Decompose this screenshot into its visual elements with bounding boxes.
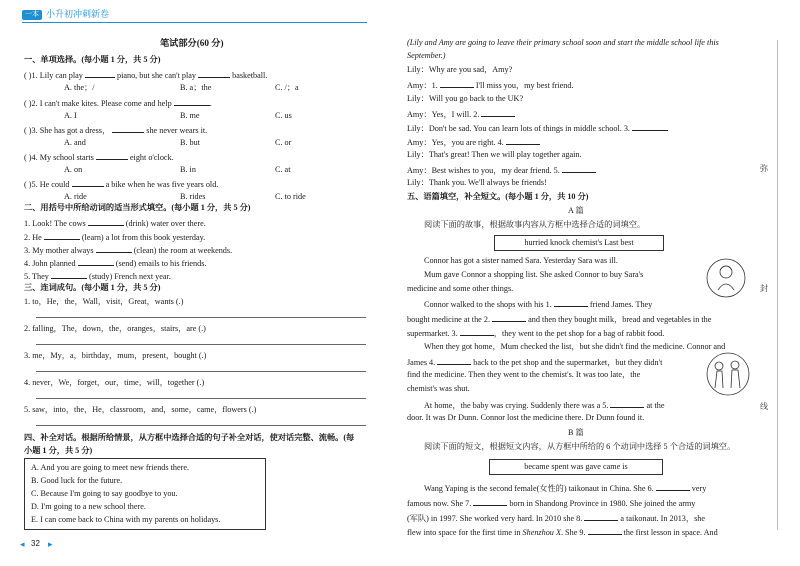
seal-line bbox=[777, 40, 778, 530]
s4-title-1: 四、补全对话。根据所给情景，从方框中选择合适的句子补全对话，使对话完整、流畅。(每 bbox=[24, 433, 355, 442]
s3-title: 三、连词成句。(每小题 1 分，共 5 分) bbox=[24, 283, 161, 292]
s4-option-b: B. Good luck for the future. bbox=[31, 476, 123, 485]
dialogue-2: Amy：1. I'll miss you，my best friend. bbox=[407, 81, 574, 90]
seal-label-c: 线 bbox=[760, 402, 768, 411]
s1-q1-b: B. a；the bbox=[180, 83, 212, 92]
s5-a-p6: supermarket. 3. ，they went to the pet shop for a bag of rabbit food. bbox=[407, 329, 665, 338]
s2-q4: 4. John planned (send) emails to his friends. bbox=[24, 259, 207, 268]
s3-q1-line[interactable] bbox=[36, 317, 366, 318]
s5-b-p1: Wang Yaping is the second female(女性的) taikonaut in China. She 6. very bbox=[424, 484, 707, 493]
s3-q4-line[interactable] bbox=[36, 398, 366, 399]
header-badge: 一本 bbox=[22, 10, 42, 20]
s1-q5-c: C. to ride bbox=[275, 192, 306, 201]
dialogue-7: Lily：That's great! Then we will play together again. bbox=[407, 150, 582, 159]
s3-q1: 1. to，He，the，Wall，visit，Great，wants (.) bbox=[24, 297, 184, 306]
s5-b-instr: 阅读下面的短文，根据短文内容，从方框中所给的 6 个动词中选择 5 个合适的词填空。 bbox=[424, 442, 736, 451]
s1-q3-a: A. and bbox=[64, 138, 86, 147]
s5-b-wordbox: became spent was gave came is bbox=[489, 459, 663, 475]
s1-q2-c: C. us bbox=[275, 111, 292, 120]
s5-title: 五、语篇填空，补全短文。(每小题 1 分，共 10 分) bbox=[407, 192, 589, 201]
s4-option-e: E. I can come back to China with my parents on holidays. bbox=[31, 515, 221, 524]
s4-option-d: D. I'm going to a new school there. bbox=[31, 502, 146, 511]
s2-q3: 3. My mother always (clean) the room at weekends. bbox=[24, 246, 233, 255]
s1-q1-c: C. /；a bbox=[275, 83, 299, 92]
s1-q4: ( )4. My school starts eight o'clock. bbox=[24, 153, 174, 162]
s3-q4: 4. never，We，forget，our，time，will，together (.) bbox=[24, 378, 205, 387]
s1-q3-b: B. but bbox=[180, 138, 201, 147]
s5-a-p10: chemist's was shut. bbox=[407, 384, 470, 393]
s1-q1: ( )1. Lily can play piano, but she can't play basketball. bbox=[24, 71, 268, 80]
s2-title: 二、用括号中所给动词的适当形式填空。(每小题 1 分，共 5 分) bbox=[24, 203, 251, 212]
dialogue-1: Lily：Why are you sad，Amy? bbox=[407, 65, 513, 74]
s3-q2: 2. falling，The，down，the，oranges，stairs，are (.) bbox=[24, 324, 206, 333]
s4-option-a: A. And you are going to meet new friends there. bbox=[31, 463, 190, 472]
s5-a-p3: medicine and some other things. bbox=[407, 284, 514, 293]
illustration-family bbox=[705, 352, 751, 396]
header-title: 小升初冲刺新卷 bbox=[46, 9, 110, 19]
s1-q5-a: A. ride bbox=[64, 192, 87, 201]
seal-label-b: 封 bbox=[760, 284, 768, 293]
s3-q3: 3. me，My，a，birthday，mum，present，bought (.) bbox=[24, 351, 207, 360]
s5-a-p4: Connor walked to the shops with his 1. friend James. They bbox=[424, 300, 653, 309]
s1-q4-b: B. in bbox=[180, 165, 196, 174]
s4-title-2: 小题 1 分，共 5 分) bbox=[24, 446, 93, 455]
s1-q2-b: B. me bbox=[180, 111, 200, 120]
s4-intro-2: September.) bbox=[407, 51, 446, 60]
s3-q2-line[interactable] bbox=[36, 344, 366, 345]
s5-a-label: A 篇 bbox=[568, 206, 584, 215]
s5-a-wordbox: hurried knock chemist's Last best bbox=[494, 235, 664, 251]
dialogue-5: Lily：Don't be sad. You can learn lots of things in middle school. 3. bbox=[407, 122, 668, 133]
dialogue-8: Amy：Best wishes to you，my dear friend. 5. bbox=[407, 164, 596, 175]
seal-label-a: 弥 bbox=[760, 164, 768, 173]
s2-q2: 2. He (learn) a lot from this book yesterday. bbox=[24, 233, 206, 242]
s2-q1: 1. Look! The cows (drink) water over there. bbox=[24, 219, 206, 228]
s3-q5: 5. saw，into，the，He，classroom，and，some，came，flowers (.) bbox=[24, 405, 257, 414]
s5-a-p11: At home，the baby was crying. Suddenly there was a 5. at the bbox=[424, 401, 665, 410]
s1-q2-a: A. I bbox=[64, 111, 77, 120]
dialogue-3: Lily：Will you go back to the UK? bbox=[407, 94, 524, 103]
s5-b-p4: flew into space for the first time in Shenzhou X. She 9. the first lesson in space. And bbox=[407, 528, 718, 537]
written-title: 笔试部分(60 分) bbox=[160, 38, 224, 48]
s5-a-p9: find the medicine. Then they went to the chemist's. It was too late，the bbox=[407, 370, 641, 379]
s1-q1-a: A. the；/ bbox=[64, 83, 95, 92]
s5-b-label: B 篇 bbox=[568, 428, 584, 437]
s1-q4-a: A. on bbox=[64, 165, 83, 174]
prev-page-icon[interactable]: ◂ bbox=[20, 539, 25, 549]
s1-q5-b: B. rides bbox=[180, 192, 206, 201]
s5-a-p12: door. It was Dr Dunn. Connor lost the medicine there. Dr Dunn found it. bbox=[407, 413, 645, 422]
s5-a-p5: bought medicine at the 2. and then they bought milk，bread and vegetables in the bbox=[407, 315, 712, 324]
s5-a-p2: Mum gave Connor a shopping list. She asked Connor to buy Sara's bbox=[424, 270, 644, 279]
s5-a-instr: 阅读下面的故事，根据故事内容从方框中选择合适的词填空。 bbox=[424, 220, 646, 229]
s5-b-p3: (军队) in 1997. She worked very hard. In 2010 she 8. a taikonaut. In 2013，she bbox=[407, 514, 706, 523]
s1-q3: ( )3. She has got a dress， she never wears it. bbox=[24, 126, 208, 135]
s3-q3-line[interactable] bbox=[36, 371, 366, 372]
s1-q4-c: C. at bbox=[275, 165, 291, 174]
s5-a-p8: James 4. back to the pet shop and the supermarket，but they didn't bbox=[407, 358, 663, 367]
s1-q3-c: C. or bbox=[275, 138, 292, 147]
illustration-girl-ill bbox=[705, 258, 747, 298]
s5-a-p1: Connor has got a sister named Sara. Yesterday Sara was ill. bbox=[424, 256, 618, 265]
s3-q5-line[interactable] bbox=[36, 425, 366, 426]
s4-options-box bbox=[24, 458, 266, 530]
s1-q5: ( )5. He could a bike when he was five years old. bbox=[24, 180, 219, 189]
s1-title: 一、单项选择。(每小题 1 分，共 5 分) bbox=[24, 55, 161, 64]
dialogue-6: Amy：Yes，you are right. 4. bbox=[407, 136, 540, 147]
header-rule bbox=[22, 22, 367, 23]
s5-b-p2: famous now. She 7. born in Shandong Province in 1980. She joined the army bbox=[407, 499, 696, 508]
s2-q5: 5. They (study) French next year. bbox=[24, 272, 171, 281]
s4-intro-1: (Lily and Amy are going to leave their primary school soon and start the middle school life this bbox=[407, 38, 719, 47]
dialogue-9: Lily：Thank you. We'll always be friends! bbox=[407, 178, 547, 187]
next-page-icon[interactable]: ▸ bbox=[48, 539, 53, 549]
s4-option-c: C. Because I'm going to say goodbye to you. bbox=[31, 489, 178, 498]
s1-q2: ( )2. I can't make kites. Please come and help . bbox=[24, 99, 212, 108]
s5-a-p7: When they got home，Mum checked the list，but she didn't find the medicine. Connor and bbox=[424, 342, 726, 351]
page-number: 32 bbox=[31, 539, 40, 548]
dialogue-4: Amy：Yes，I will. 2. bbox=[407, 108, 515, 119]
